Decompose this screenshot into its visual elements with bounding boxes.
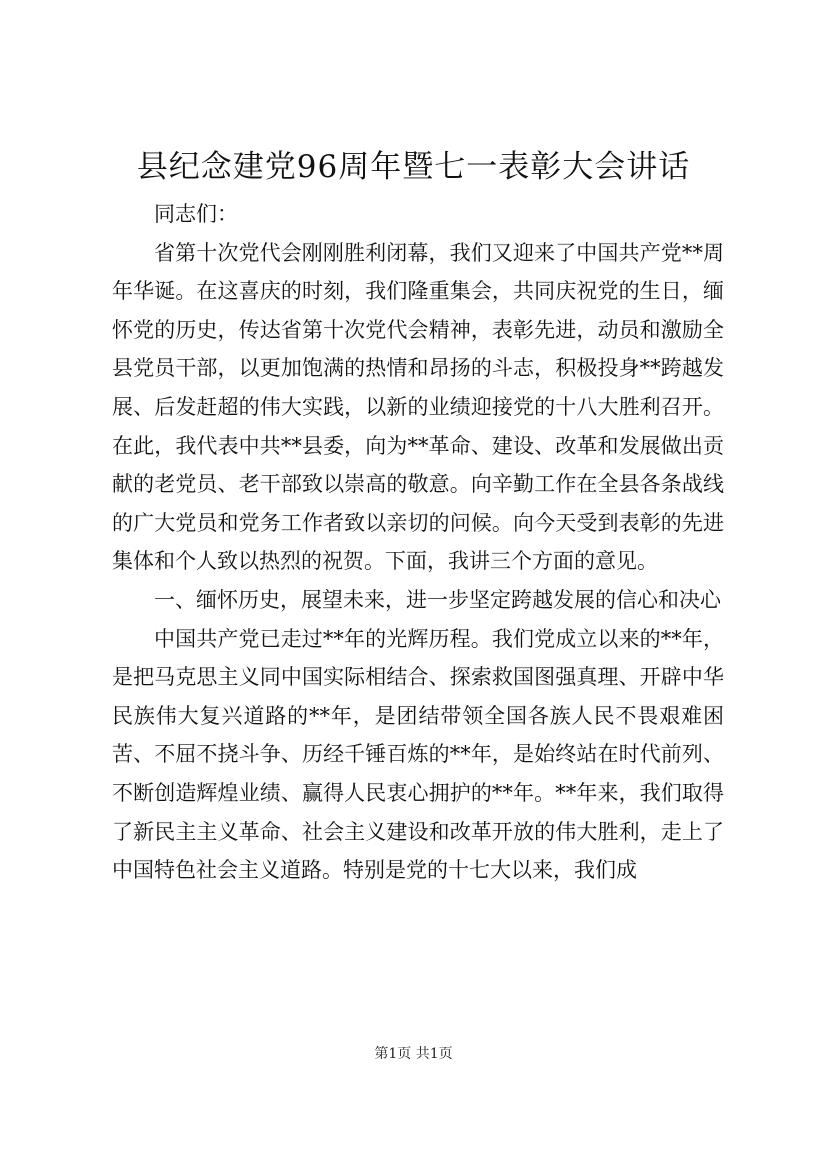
paragraph-opening: 省第十次党代会刚刚胜利闭幕，我们又迎来了中国共产党**周年华诞。在这喜庆的时刻，我们隆重集会，共同庆祝党的生日，缅怀党的历史，传达省第十次党代会精神，表彰先进，动员和激励全县党员干部，以更加饱满的热情和昂扬的斗志，积极投身**跨越发展、后发赶超的伟大实践，以新的业绩迎接党的十八大胜利召开。在此，我代表中共**县委，向为**革命、建设、改革和发展做出贡献的老党员、老干部致以崇高的敬意。向辛勤工作在全县各条战线的广大党员和党务工作者致以亲切的问候。向今天受到表彰的先进集体和个人致以热烈的祝贺。下面，我讲三个方面的意见。 — [112, 240, 724, 574]
section-heading-1: 一、缅怀历史，展望未来，进一步坚定跨越发展的信心和决心 — [154, 587, 721, 612]
document-title: 县纪念建党96周年暨七一表彰大会讲话 — [136, 149, 691, 185]
paragraph-history: 中国共产党已走过**年的光辉历程。我们党成立以来的**年，是把马克思主义同中国实际相结合、探索救国图强真理、开辟中华民族伟大复兴道路的**年，是团结带领全国各族人民不畏艰难困苦、不屈不挠斗争、历经千锤百炼的**年，是始终站在时代前列、不断创造辉煌业绩、赢得人民衷心拥护的**年。**年来，我们取得了新民主主义革命、社会主义建设和改革开放的伟大胜利，走上了中国特色社会主义道路。特别是党的十七大以来，我们成 — [112, 626, 724, 883]
salutation: 同志们： — [154, 202, 238, 226]
page-footer: 第1页 共1页 — [374, 1046, 453, 1062]
document-body — [112, 195, 724, 890]
